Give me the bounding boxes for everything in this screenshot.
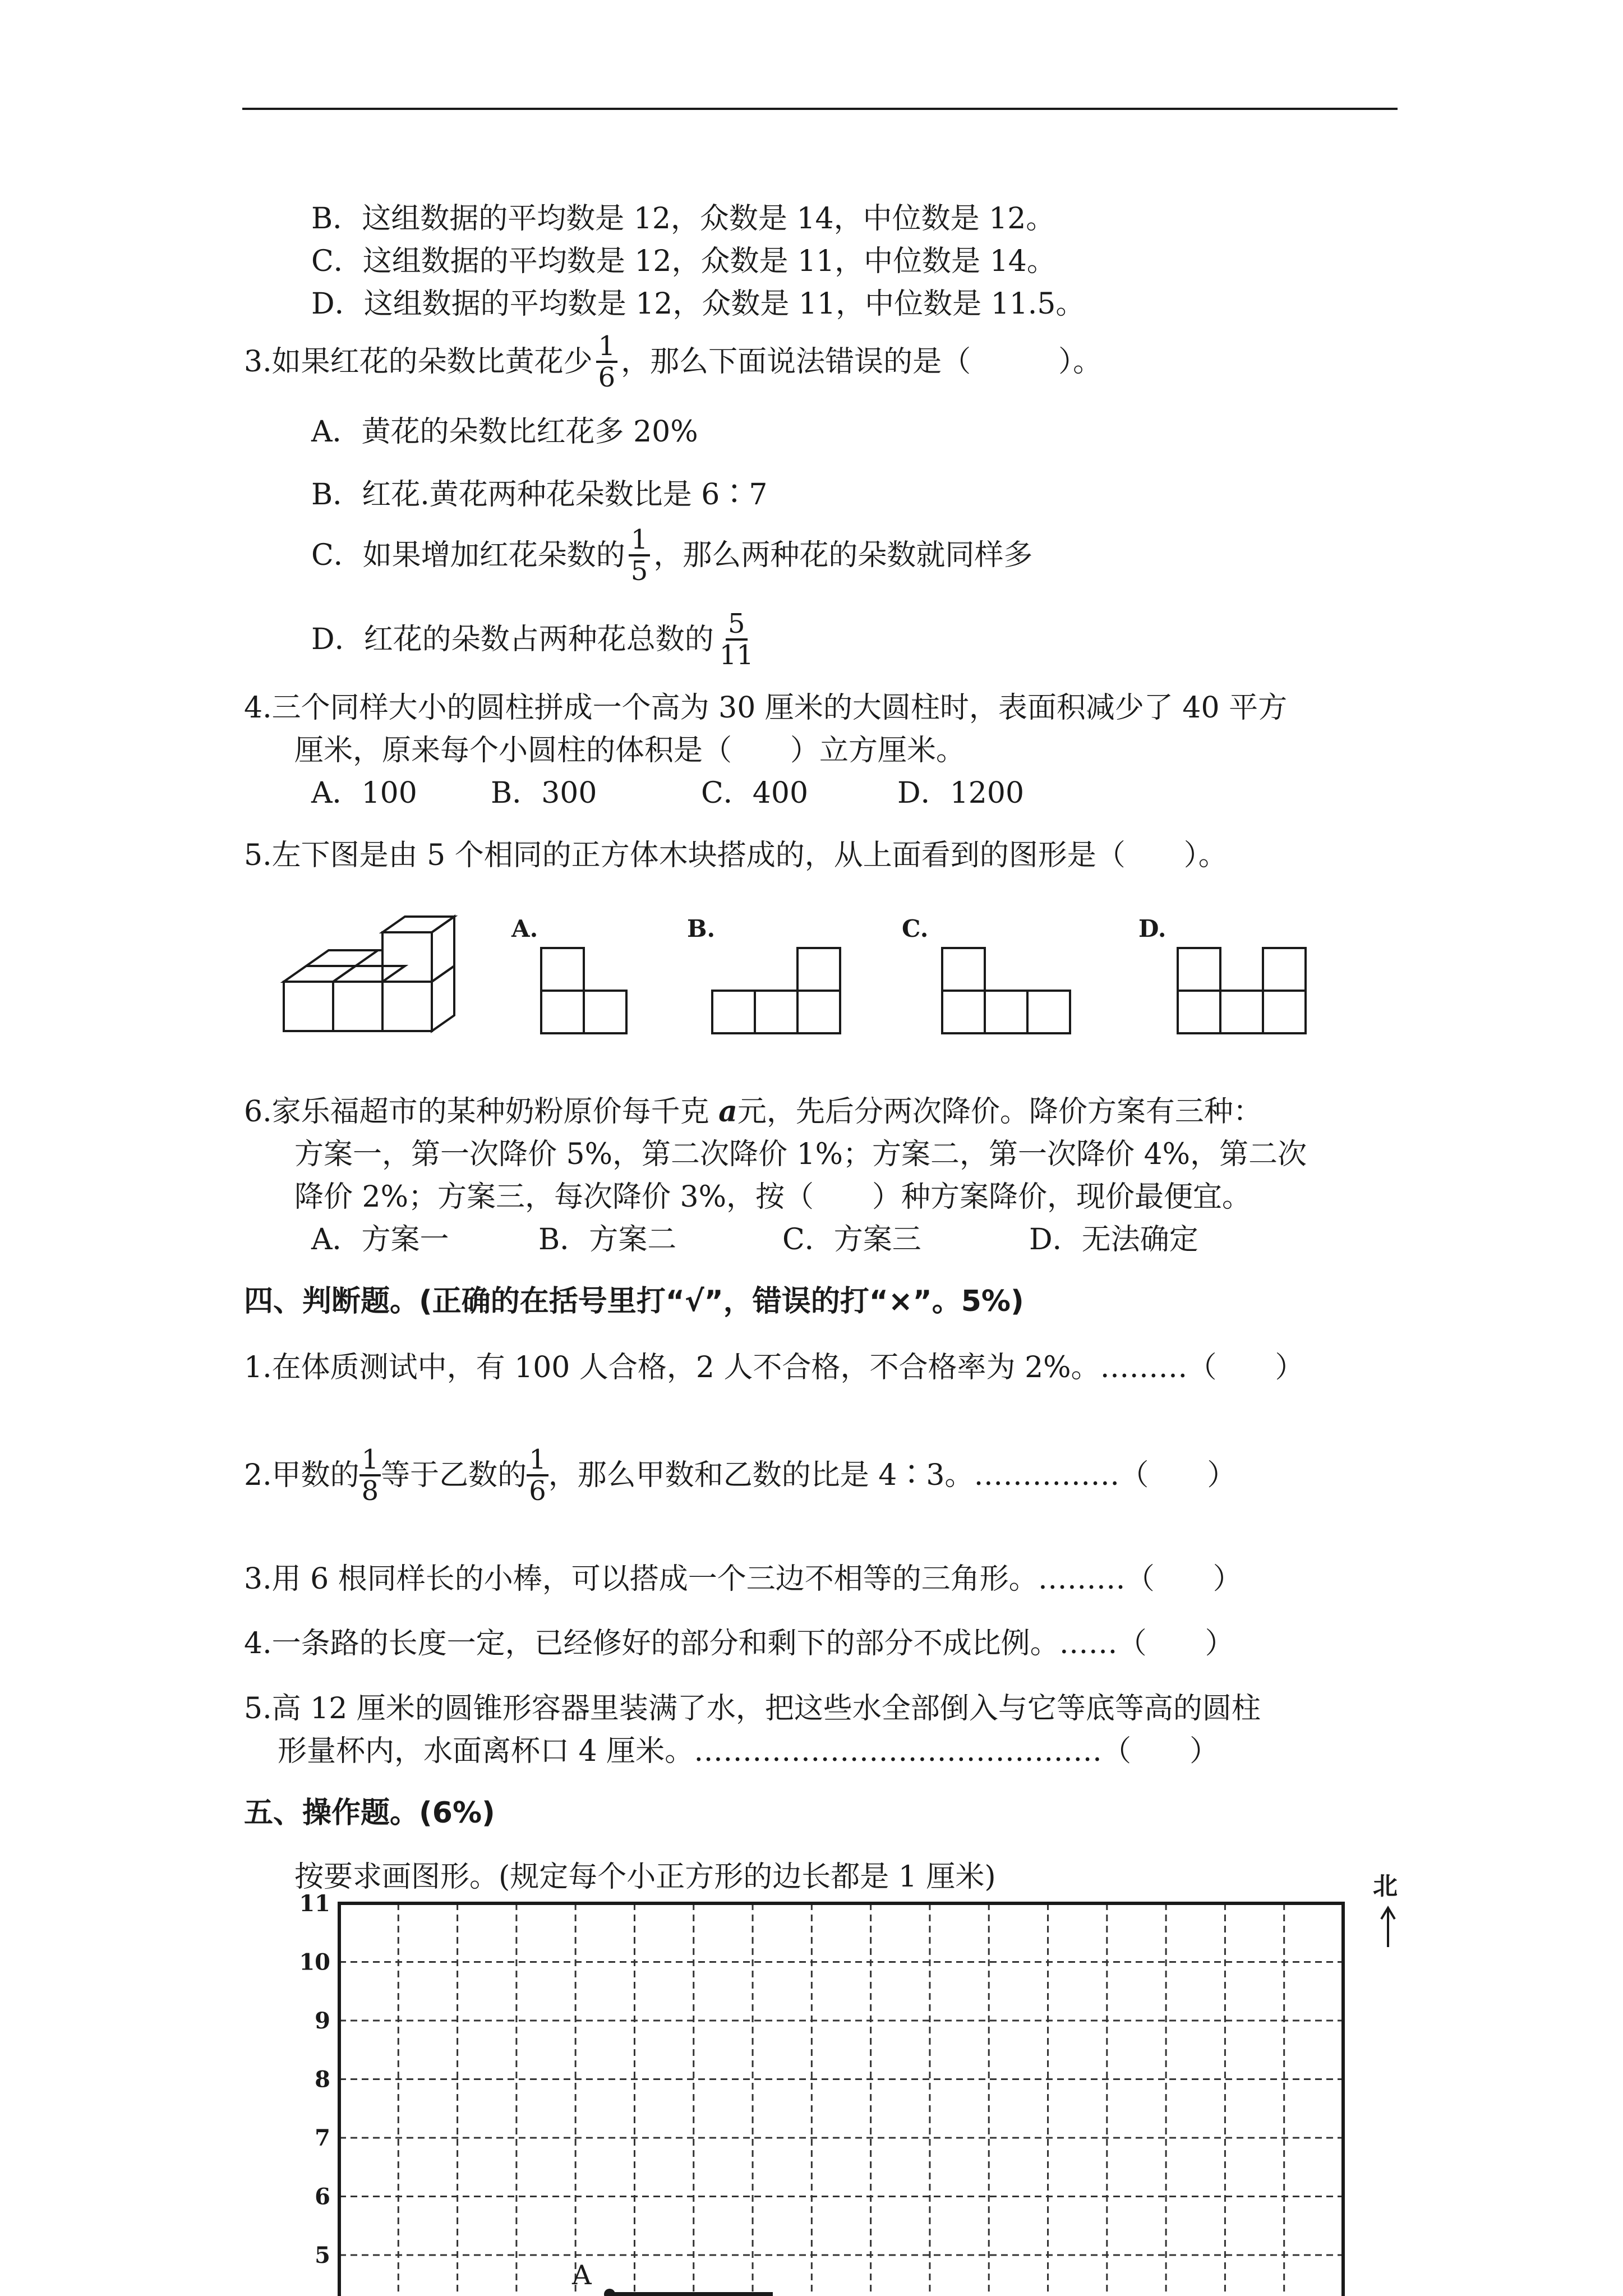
fraction-numerator: 1 <box>596 332 618 363</box>
q3-option-c-after: ，那么两种花的朵数就同样多 <box>653 539 1033 572</box>
drawing-grid <box>275 1885 1374 2296</box>
fraction-numerator: 5 <box>726 609 748 641</box>
q6-line1-before: 6.家乐福超市的某种奶粉原价每千克 <box>244 1095 719 1129</box>
fraction-denominator: 11 <box>719 639 754 671</box>
grid-y-label: 7 <box>315 2125 330 2151</box>
q5-option-d-figure <box>1178 948 1306 1033</box>
grid-y-label: 5 <box>315 2242 330 2269</box>
judge-q5-line1: 5.高 12 厘米的圆锥形容器里装满了水，把这些水全部倒入与它等底等高的圆柱 <box>244 1692 1261 1726</box>
fraction-denominator: 6 <box>598 362 616 393</box>
header-rule <box>242 108 1398 110</box>
judge-q2-fraction-2 <box>527 1445 548 1506</box>
grid-y-label: 11 <box>299 1890 330 1917</box>
section4-title: 四、判断题。(正确的在括号里打“√”，错误的打“×”。5%) <box>244 1285 1024 1318</box>
q3-option-c-fraction <box>629 525 651 586</box>
judge-q2-before: 2.甲数的 <box>244 1458 359 1492</box>
section5-instruction: 按要求画图形。(规定每个小正方形的边长都是 1 厘米) <box>294 1860 996 1894</box>
q5-label-d: D. <box>1138 915 1166 942</box>
q3-option-d-before: D．红花的朵数占两种花总数的 <box>311 623 714 656</box>
q4-line2: 厘米，原来每个小圆柱的体积是（ ）立方厘米。 <box>294 734 966 767</box>
q6-options <box>311 1223 1198 1257</box>
q5-label-c: C. <box>902 915 929 942</box>
judge-q5-line2: 形量杯内，水面离杯口 4 厘米。……………………………………（ ） <box>278 1734 1219 1768</box>
q3-option-d-fraction <box>717 609 756 670</box>
fraction-numerator: 1 <box>527 1445 548 1476</box>
q4-options <box>311 776 1024 810</box>
fraction-numerator: 1 <box>359 1445 381 1476</box>
q6-option-a: A．方案一 <box>311 1223 449 1257</box>
q3-option-b: B．红花.黄花两种花朵数比是 6∶7 <box>311 478 768 512</box>
judge-q3: 3.用 6 根同样长的小棒，可以搭成一个三边不相等的三角形。………（ ） <box>244 1562 1242 1596</box>
q4-option-d: D．1200 <box>897 776 1025 810</box>
judge-q2-after: ，那么甲数和乙数的比是 4∶3。……………（ ） <box>548 1458 1237 1492</box>
point-a-marker <box>604 2289 615 2296</box>
q6-line1-after: 元，先后分两次降价。降价方案有三种： <box>737 1095 1262 1129</box>
q3-option-c-before: C．如果增加红花朵数的 <box>311 539 625 572</box>
q6-line2: 方案一，第一次降价 5%，第二次降价 1%；方案二，第一次降价 4%，第二次 <box>294 1138 1307 1171</box>
q5-option-a-figure <box>541 948 626 1033</box>
point-a-label: A <box>572 2260 592 2291</box>
grid-y-label: 10 <box>299 1949 330 1976</box>
judge-q2-fraction-1 <box>359 1445 381 1506</box>
judge-q4: 4.一条路的长度一定，已经修好的部分和剩下的部分不成比例。……（ ） <box>244 1627 1234 1660</box>
q3-stem <box>244 328 1102 395</box>
grid-y-label: 6 <box>315 2183 330 2210</box>
q6-option-d: D．无法确定 <box>1029 1223 1198 1257</box>
q4-line1: 4.三个同样大小的圆柱拼成一个高为 30 厘米的大圆柱时，表面积减少了 40 平方 <box>244 691 1288 725</box>
judge-q2-mid: 等于乙数的 <box>381 1458 527 1492</box>
q3-stem-before: 3.如果红花的朵数比黄花少 <box>244 345 593 379</box>
grid-y-label: 9 <box>315 2008 330 2034</box>
fraction-denominator: 5 <box>630 555 648 587</box>
q5-label-b: B. <box>687 915 716 942</box>
fraction-denominator: 8 <box>361 1475 379 1507</box>
q3-stem-fraction <box>596 332 618 392</box>
q3-option-c <box>311 522 1032 589</box>
q2-option-d: D．这组数据的平均数是 12，众数是 11，中位数是 11.5。 <box>311 287 1085 321</box>
q6-option-b: B．方案二 <box>538 1223 677 1257</box>
judge-q1: 1.在体质测试中，有 100 人合格，2 人不合格，不合格率为 2%。………（ ） <box>244 1351 1304 1384</box>
section5-title: 五、操作题。(6%) <box>244 1796 495 1830</box>
q5-label-a: A. <box>511 915 538 942</box>
q3-option-a: A．黄花的朵数比红花多 20% <box>311 415 698 449</box>
judge-q2 <box>244 1436 1236 1515</box>
q5-option-b-figure <box>712 948 840 1033</box>
fraction-denominator: 6 <box>529 1475 546 1507</box>
q4-option-a: A．100 <box>311 776 417 810</box>
q6-option-c: C．方案三 <box>782 1223 921 1257</box>
cube-stack-figure <box>284 917 454 1031</box>
q4-option-b: B．300 <box>491 776 597 810</box>
q5-option-c-figure <box>942 948 1070 1033</box>
q6-variable: a <box>718 1094 737 1129</box>
q6-line1 <box>244 1095 1262 1129</box>
q6-line3: 降价 2%；方案三，每次降价 3%，按（ ）种方案降价，现价最便宜。 <box>294 1180 1252 1214</box>
north-arrow-icon <box>1377 1904 1399 1949</box>
q5-figures <box>247 903 1357 1038</box>
north-label: 北 <box>1373 1872 1398 1901</box>
grid-y-label: 8 <box>315 2066 330 2093</box>
q5-stem: 5.左下图是由 5 个相同的正方体木块搭成的，从上面看到的图形是（ ）。 <box>244 839 1228 872</box>
q3-stem-after: ，那么下面说法错误的是（ ）。 <box>621 345 1103 379</box>
q3-option-d <box>311 606 759 673</box>
q4-option-c: C．400 <box>701 776 809 810</box>
fraction-numerator: 1 <box>629 525 651 556</box>
q2-option-b: B．这组数据的平均数是 12，众数是 14，中位数是 12。 <box>311 202 1055 236</box>
q2-option-c: C．这组数据的平均数是 12，众数是 11，中位数是 14。 <box>311 245 1056 278</box>
